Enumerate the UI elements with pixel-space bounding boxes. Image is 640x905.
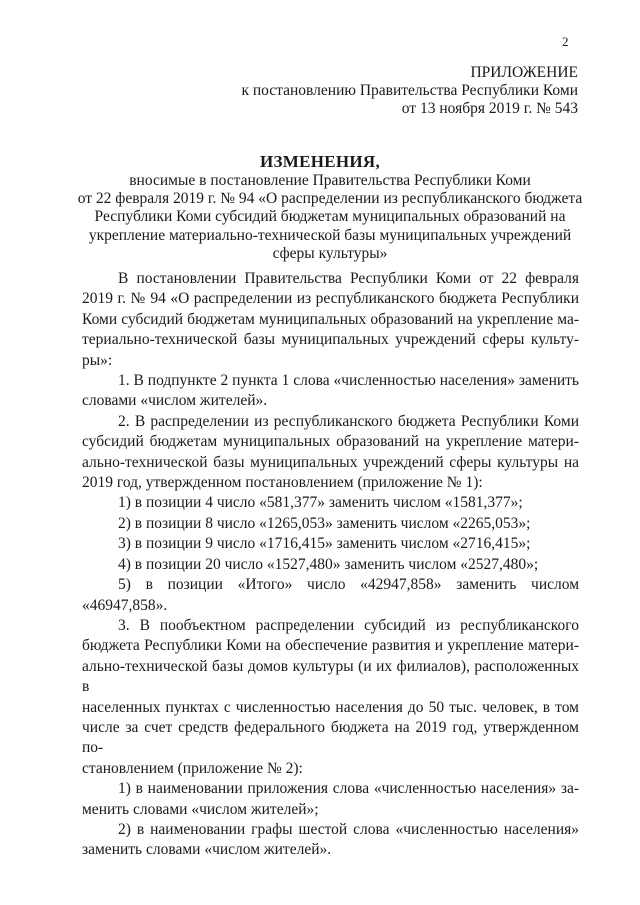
body-line: становлением (приложение № 2): xyxy=(82,759,303,777)
subtitle-line: Республики Коми субсидий бюджетам муниципальных образований на xyxy=(94,208,566,226)
body-line: заменить словами «числом жителей». xyxy=(82,841,332,859)
body-line: 2019 год, утвержденном постановлением (приложение № 1): xyxy=(82,474,483,492)
appendix-label: ПРИЛОЖЕНИЕ xyxy=(470,64,578,81)
document-subtitle xyxy=(60,172,600,263)
body-line: 1) в наименовании приложения слова «численностью населения» за- xyxy=(118,780,579,798)
body-line: ально-технической базы муниципальных учреждений сферы культуры на xyxy=(82,453,579,471)
subtitle-line: укрепление материально-технической базы муниципальных учреждений xyxy=(88,226,572,244)
body-line: 3. В пообъектном распределении субсидий из республиканского xyxy=(118,616,579,634)
body-line: 1. В подпункте 2 пункта 1 слова «численностью населения» заменить xyxy=(118,372,579,390)
body-line: 2) в позиции 8 число «1265,053» заменить числом «2265,053»; xyxy=(118,514,531,532)
document-title: ИЗМЕНЕНИЯ, xyxy=(259,152,381,171)
body-line: 2. В распределении из республиканского бюджета Республики Коми xyxy=(118,412,579,430)
subtitle-line: сферы культуры» xyxy=(272,244,388,262)
body-line: бюджета Республики Коми на обеспечение развития и укрепление матери- xyxy=(82,637,579,655)
page-number: 2 xyxy=(562,34,569,49)
body-line: 4) в позиции 20 число «1527,480» заменить числом «2527,480»; xyxy=(118,555,539,573)
body-line: словами «числом жителей». xyxy=(82,392,268,410)
body-line: Коми субсидий бюджетам муниципальных образований на укрепление ма- xyxy=(82,310,579,328)
body-line: числе за счет средств федерального бюджета на 2019 год, утвержденном по- xyxy=(82,718,579,757)
body-line: териально-технической базы муниципальных учреждений сферы культу- xyxy=(82,331,579,349)
body-line: 5) в позиции «Итого» число «42947,858» заменить числом xyxy=(118,576,579,594)
body-line: 2019 г. № 94 «О распределении из республиканского бюджета Республики xyxy=(82,290,579,308)
body-line: 2) в наименовании графы шестой слова «численностью населения» xyxy=(118,820,579,838)
body-line: менить словами «числом жителей»; xyxy=(82,800,319,818)
body-line: ально-технической базы домов культуры (и их филиалов), расположенных в xyxy=(82,657,579,696)
subtitle-line: от 22 февраля 2019 г. № 94 «О распределении из республиканского бюджета xyxy=(77,190,583,208)
appendix-date: от 13 ноября 2019 г. № 543 xyxy=(401,100,578,117)
body-line: ры»: xyxy=(82,351,113,369)
body-line: субсидий бюджетам муниципальных образований на укрепление матери- xyxy=(82,433,579,451)
subtitle-line: вносимые в постановление Правительства Республики Коми xyxy=(129,172,531,189)
body-line: В постановлении Правительства Республики Коми от 22 февраля xyxy=(118,270,579,287)
body-line: населенных пунктах с численностью населения до 50 тыс. человек, в том xyxy=(82,698,579,716)
body-line: 1) в позиции 4 число «581,377» заменить числом «1581,377»; xyxy=(118,494,523,512)
body-line: 3) в позиции 9 число «1716,415» заменить числом «2716,415»; xyxy=(118,535,531,553)
body-line: «46947,858». xyxy=(82,596,168,614)
document-body xyxy=(82,269,579,861)
appendix-header xyxy=(241,64,578,118)
appendix-reference: к постановлению Правительства Республики Коми xyxy=(241,82,578,99)
